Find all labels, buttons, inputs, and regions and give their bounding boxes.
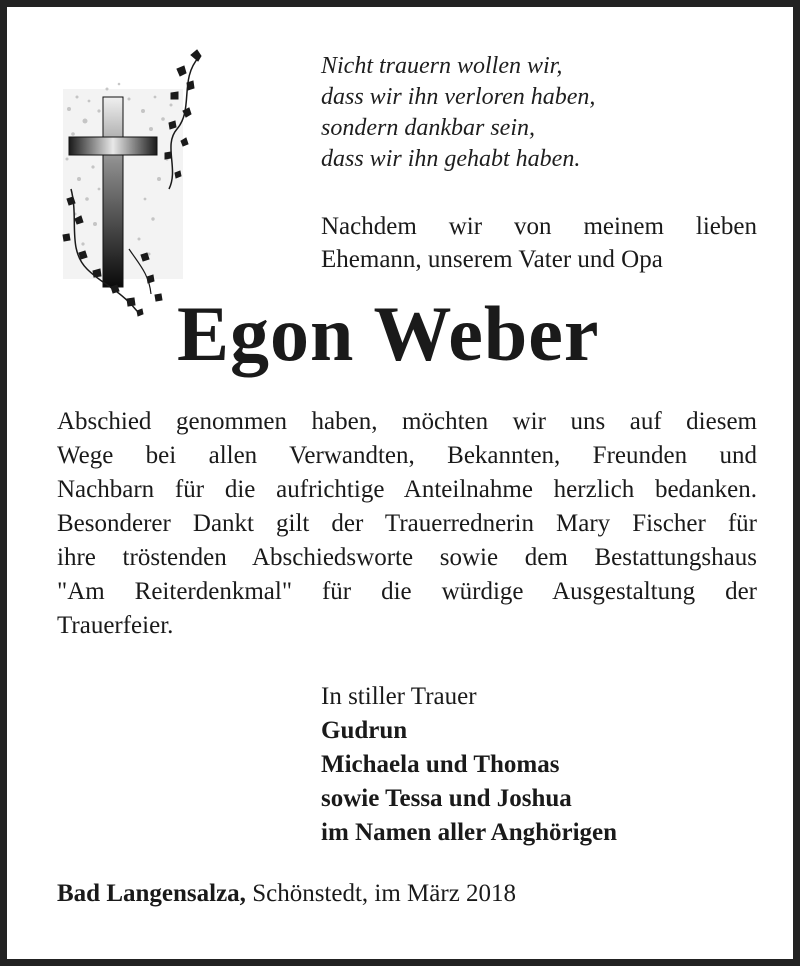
place-date-line [57, 880, 516, 908]
intro-line: Nachdem wir von meinem lieben [321, 213, 757, 240]
poem-line: sondern dankbar sein, [321, 115, 535, 141]
body-line: "Am Reiterdenkmal" für die würdige Ausgestaltung der [57, 578, 757, 605]
body-line: ihre tröstenden Abschiedsworte sowie dem Bestattungshaus [57, 544, 757, 571]
signature-name: im Namen aller Anghörigen [321, 819, 618, 846]
deceased-name: Egon Weber [177, 290, 600, 377]
cross-icon [59, 49, 209, 319]
body-line: Besonderer Dankt gilt der Trauerrednerin Mary Fischer für [57, 510, 757, 537]
place-date-rest: Schönstedt, im März 2018 [245, 880, 517, 907]
mourning-heading: In stiller Trauer [321, 683, 477, 710]
intro-text [321, 210, 757, 276]
thank-you-text [57, 405, 757, 643]
poem-line: Nicht trauern wollen wir, [321, 53, 563, 79]
body-line: Nachbarn für die aufrichtige Anteilnahme herzlich bedanken. [57, 476, 757, 503]
signature-name: sowie Tessa und Joshua [321, 785, 572, 812]
signature-name: Michaela und Thomas [321, 751, 560, 778]
body-line: Wege bei allen Verwandten, Bekannten, Freunden und [57, 442, 757, 469]
body-line: Abschied genommen haben, möchten wir uns auf diesem [57, 408, 757, 435]
poem-line: dass wir ihn verloren haben, [321, 84, 596, 110]
intro-line: Ehemann, unserem Vater und Opa [321, 246, 663, 273]
place-name: Bad Langensalza, [57, 880, 246, 907]
poem-quote [321, 51, 595, 175]
signatures [321, 680, 617, 850]
poem-line: dass wir ihn gehabt haben. [321, 146, 581, 172]
body-line: Trauerfeier. [57, 612, 174, 639]
signature-name: Gudrun [321, 717, 408, 744]
